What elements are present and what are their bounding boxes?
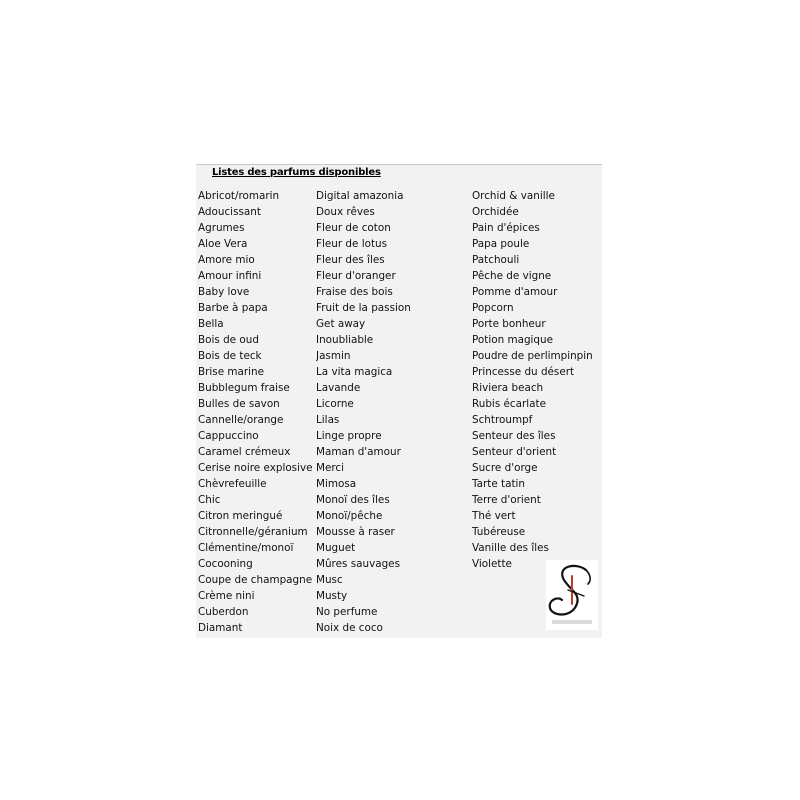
- perfume-item: Fruit de la passion: [316, 302, 411, 314]
- perfume-item: Crème nini: [198, 590, 255, 602]
- perfume-item: Monoï des îles: [316, 494, 390, 506]
- perfume-item: Cerise noire explosive: [198, 462, 313, 474]
- perfume-item: Coupe de champagne: [198, 574, 313, 586]
- perfume-item: Citron meringué: [198, 510, 283, 522]
- perfume-item: Amour infini: [198, 270, 262, 282]
- perfume-item: Aloe Vera: [198, 238, 248, 250]
- perfume-item: Cuberdon: [198, 606, 249, 618]
- perfume-item: Fleur d'oranger: [316, 270, 396, 282]
- perfume-item: Cannelle/orange: [198, 414, 284, 426]
- perfume-item: Schtroumpf: [472, 414, 533, 426]
- perfume-item: Fraise des bois: [316, 286, 393, 298]
- perfume-item: Agrumes: [198, 222, 245, 234]
- perfume-item: Fleur de coton: [316, 222, 391, 234]
- perfume-item: Cocooning: [198, 558, 253, 570]
- perfume-item: Fleur de lotus: [316, 238, 388, 250]
- brand-s-logo-icon: [546, 560, 598, 630]
- perfume-item: Citronnelle/géranium: [198, 526, 308, 538]
- perfume-item: Pomme d'amour: [472, 286, 558, 298]
- perfume-item: Senteur d'orient: [472, 446, 557, 458]
- perfume-item: Maman d'amour: [316, 446, 401, 458]
- perfume-item: Bubblegum fraise: [198, 382, 290, 394]
- perfume-item: Muguet: [316, 542, 356, 554]
- perfume-item: Inoubliable: [316, 334, 374, 346]
- perfume-item: Chèvrefeuille: [198, 478, 267, 490]
- perfume-item: Porte bonheur: [472, 318, 546, 330]
- perfume-item: Senteur des îles: [472, 430, 556, 442]
- perfume-item: Poudre de perlimpinpin: [472, 350, 593, 362]
- perfume-item: Mimosa: [316, 478, 357, 490]
- perfume-item: Merci: [316, 462, 345, 474]
- perfume-item: Pêche de vigne: [472, 270, 552, 282]
- perfume-item: Doux rêves: [316, 206, 375, 218]
- perfume-item: Licorne: [316, 398, 354, 410]
- perfume-item: Brise marine: [198, 366, 265, 378]
- perfume-item: Lavande: [316, 382, 361, 394]
- perfume-item: Papa poule: [472, 238, 530, 250]
- perfume-column-2: [316, 188, 466, 636]
- perfume-item: Bois de teck: [198, 350, 262, 362]
- perfume-item: Abricot/romarin: [198, 190, 280, 202]
- perfume-item: Violette: [472, 558, 512, 570]
- perfume-item: Popcorn: [472, 302, 514, 314]
- perfume-item: Diamant: [198, 622, 243, 634]
- perfume-item: Terre d'orient: [472, 494, 541, 506]
- perfume-item: Linge propre: [316, 430, 382, 442]
- perfume-column-1: [198, 188, 315, 636]
- perfume-item: Get away: [316, 318, 366, 330]
- perfume-item: Potion magique: [472, 334, 554, 346]
- sheet-title: Listes des parfums disponibles: [212, 167, 381, 178]
- perfume-item: Tarte tatin: [472, 478, 526, 490]
- perfume-item: Barbe à papa: [198, 302, 268, 314]
- perfume-item: Sucre d'orge: [472, 462, 538, 474]
- perfume-item: Princesse du désert: [472, 366, 575, 378]
- perfume-item: Digital amazonia: [316, 190, 404, 202]
- perfume-item: La vita magica: [316, 366, 393, 378]
- perfume-item: Rubis écarlate: [472, 398, 547, 410]
- perfume-item: Monoï/pêche: [316, 510, 383, 522]
- perfume-item: Noix de coco: [316, 622, 383, 634]
- perfume-item: Lilas: [316, 414, 340, 426]
- perfume-item: Bois de oud: [198, 334, 259, 346]
- perfume-column-3: [472, 188, 602, 572]
- perfume-item: Musc: [316, 574, 343, 586]
- perfume-item: Riviera beach: [472, 382, 544, 394]
- perfume-item: Caramel crémeux: [198, 446, 291, 458]
- perfume-item: Patchouli: [472, 254, 520, 266]
- perfume-item: Mûres sauvages: [316, 558, 400, 570]
- top-border: [196, 164, 602, 165]
- perfume-item: No perfume: [316, 606, 378, 618]
- perfume-item: Baby love: [198, 286, 250, 298]
- perfume-item: Clémentine/monoï: [198, 542, 294, 554]
- perfume-item: Adoucissant: [198, 206, 261, 218]
- perfume-item: Pain d'épices: [472, 222, 540, 234]
- spreadsheet-area: [196, 164, 602, 638]
- perfume-item: Tubéreuse: [472, 526, 526, 538]
- perfume-item: Musty: [316, 590, 348, 602]
- perfume-item: Bulles de savon: [198, 398, 280, 410]
- perfume-item: Thé vert: [472, 510, 516, 522]
- perfume-item: Jasmin: [316, 350, 351, 362]
- perfume-item: Cappuccino: [198, 430, 259, 442]
- perfume-item: Vanille des îles: [472, 542, 549, 554]
- perfume-item: Orchid & vanille: [472, 190, 555, 202]
- perfume-item: Orchidée: [472, 206, 519, 218]
- perfume-item: Fleur des îles: [316, 254, 385, 266]
- perfume-item: Amore mio: [198, 254, 255, 266]
- perfume-item: Chic: [198, 494, 221, 506]
- perfume-item: Bella: [198, 318, 224, 330]
- perfume-item: Mousse à raser: [316, 526, 395, 538]
